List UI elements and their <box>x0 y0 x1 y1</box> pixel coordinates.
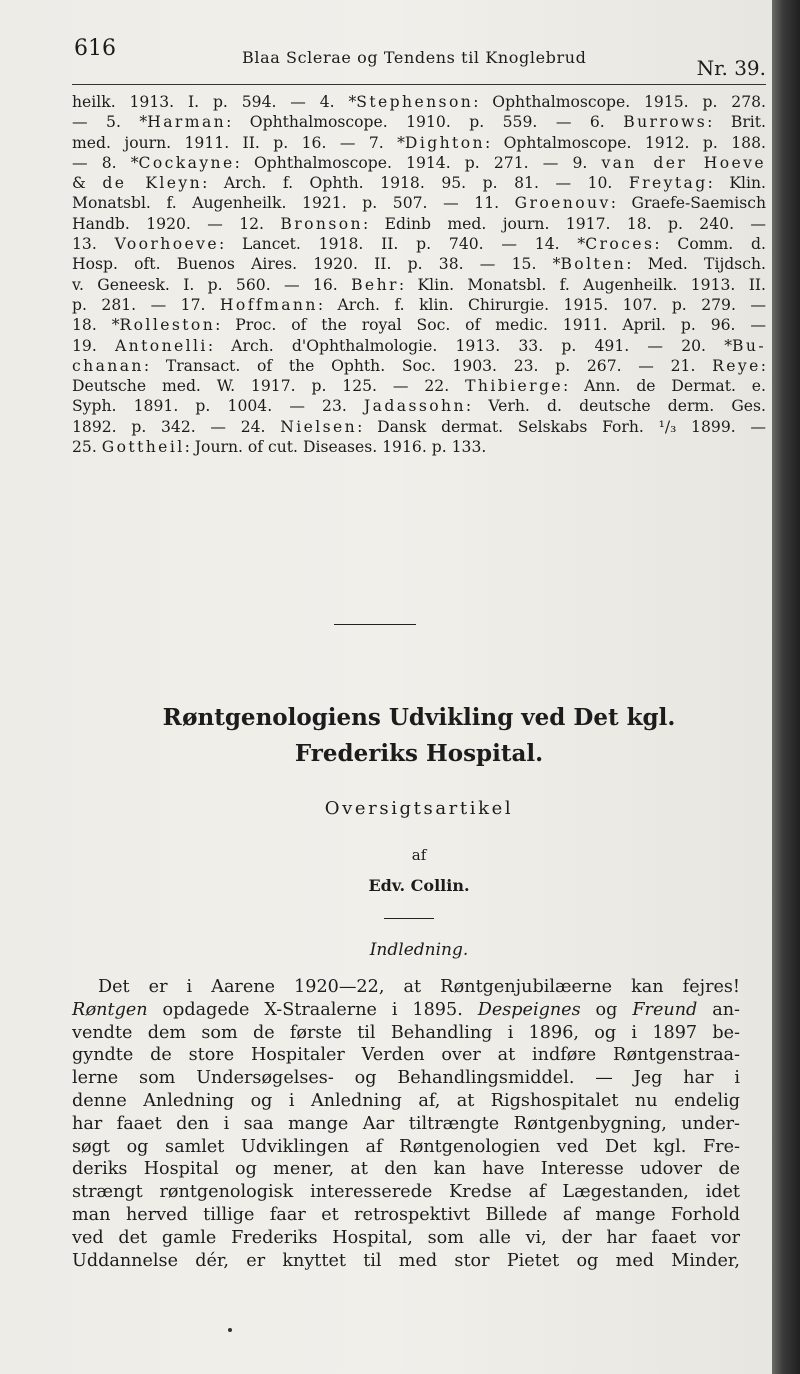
text-run: Hosp. oft. Buenos Aires. 1920. II. p. 38. — 15. * <box>72 255 561 274</box>
author-name: Stephenson <box>356 93 474 111</box>
author-name: van der Hoeve <box>601 153 767 172</box>
text-run: gyndte de store Hospitaler Verden over at indføre Røntgenstraa- <box>72 1045 740 1066</box>
author-name: Burrows <box>623 113 708 132</box>
body-line <box>72 1158 740 1181</box>
article-author: Edv. Collin. <box>368 876 470 895</box>
text-run: : Verh. d. deutsche derm. Ges. <box>465 397 766 416</box>
text-run: — 5. * <box>72 113 148 132</box>
reference-line <box>72 376 766 396</box>
reference-line <box>72 356 766 376</box>
reference-line <box>72 214 766 234</box>
text-run: Syph. 1891. p. 1004. — 23. <box>72 397 365 416</box>
text-run: : Lancet. 1918. II. p. 740. — 14. * <box>218 235 586 254</box>
text-run: Handb. 1920. — 12. <box>72 214 281 233</box>
text-run: vendte dem som de første til Behandling i 1896, og i 1897 be- <box>72 1022 740 1043</box>
text-run: : Edinb med. journ. 1917. 18. p. 240. — <box>363 214 766 233</box>
text-run: : Comm. d. <box>654 235 766 254</box>
author-name: Voorhoeve <box>114 235 219 254</box>
text-run: Uddannelse dér, er knyttet til med stor Pietet og med Minder, <box>72 1250 740 1271</box>
reference-line <box>72 396 766 416</box>
reference-line <box>72 133 766 153</box>
author-divider <box>384 918 434 919</box>
author-name: Gottheil <box>101 438 185 457</box>
reference-line <box>72 254 766 274</box>
emphasis-text: Despeignes <box>477 999 581 1020</box>
author-name: Rolleston <box>119 316 216 335</box>
text-run: har faaet den i saa mange Aar tiltrængte Røntgenbygning, under- <box>72 1113 740 1134</box>
text-run: ved det gamle Frederiks Hospital, som alle vi, der har faaet vor <box>72 1227 740 1248</box>
reference-line <box>72 193 766 213</box>
article-title-line: Frederiks Hospital. <box>294 740 544 767</box>
text-run: : Ophthalmoscope. 1915. p. 278. <box>473 93 766 111</box>
body-line <box>72 1044 740 1067</box>
reference-line <box>72 295 766 315</box>
body-line <box>72 999 740 1022</box>
text-run: 13. <box>72 235 115 254</box>
text-run: opdagede X-Straalerne i 1895. <box>147 999 478 1020</box>
body-line <box>72 1022 740 1045</box>
text-run: Deutsche med. W. 1917. p. 125. — 22. <box>72 377 466 396</box>
article-subtitle: Oversigtsartikel <box>324 798 514 819</box>
text-run: Det er i Aarene 1920—22, at Røntgenjubilæerne kan fejres! <box>98 977 740 997</box>
text-run: — 8. * <box>72 153 139 172</box>
text-run: : Ophthalmoscope. 1914. p. 271. — 9. <box>234 153 602 172</box>
text-run: Monatsbl. f. Augenheilk. 1921. p. 507. — 11. <box>72 194 515 213</box>
text-run: 18. * <box>72 316 120 335</box>
text-run: : Brit. <box>707 113 767 132</box>
author-name: Thibierge <box>465 377 563 396</box>
text-run: : <box>760 356 766 375</box>
author-name: Bu- <box>732 336 766 355</box>
text-run: 19. <box>72 336 116 355</box>
binding-shadow <box>772 0 800 1374</box>
emphasis-text: Freund <box>632 999 698 1020</box>
reference-line <box>72 437 766 457</box>
author-name: Harman <box>147 113 227 132</box>
text-run: : Arch. d'Ophthalmologie. 1913. 33. p. 491. — 20. * <box>207 336 733 355</box>
author-name: Freytag <box>628 174 708 193</box>
body-line <box>72 1181 740 1204</box>
text-run: og <box>580 999 633 1020</box>
text-run: : Journ. of cut. Diseases. 1916. p. 133. <box>184 438 487 457</box>
text-run: : Arch. f. klin. Chirurgie. 1915. 107. p. 279. — <box>317 295 766 314</box>
text-run: : Arch. f. Ophth. 1918. 95. p. 81. — 10. <box>202 174 629 193</box>
reference-line <box>72 275 766 295</box>
author-name: Reye <box>712 356 761 375</box>
text-run: søgt og samlet Udviklingen af Røntgenologien ved Det kgl. Fre- <box>72 1136 740 1157</box>
text-run: p. 281. — 17. <box>72 295 220 314</box>
body-line <box>72 1204 740 1227</box>
article-title <box>72 700 766 772</box>
page-number: 616 <box>74 36 116 61</box>
author-name: Hoffmann <box>219 295 318 314</box>
section-heading: Indledning. <box>369 940 469 960</box>
text-run: v. Geneesk. I. p. 560. — 16. <box>72 275 352 294</box>
author-name: Croces <box>585 235 655 254</box>
author-name: chanan <box>72 356 144 375</box>
text-run: strængt røntgenologisk interesserede Kredse af Lægestanden, idet <box>72 1182 740 1203</box>
page-mark <box>228 1328 232 1332</box>
reference-line <box>72 234 766 254</box>
text-run: an- <box>697 999 740 1020</box>
text-run: : Transact. of the Ophth. Soc. 1903. 23. p. 267. — 21. <box>143 356 713 375</box>
author-name: Nielsen <box>280 417 358 436</box>
reference-line <box>72 417 766 437</box>
author-name: Behr <box>351 275 399 294</box>
page-header <box>72 34 766 85</box>
reference-line <box>72 92 766 112</box>
reference-line <box>72 112 766 132</box>
body-line <box>72 1090 740 1113</box>
text-run: : Ann. de Dermat. e. <box>562 377 766 396</box>
author-name: Antonelli <box>115 336 208 355</box>
author-name: Bronson <box>280 214 363 233</box>
reference-line <box>72 336 766 356</box>
text-run: : Dansk dermat. Selskabs Forh. ¹/₃ 1899. — <box>357 417 766 436</box>
body-line <box>72 976 740 999</box>
author-name: Jadassohn <box>364 397 466 416</box>
reference-line <box>72 173 766 193</box>
issue-number: Nr. 39. <box>696 56 766 80</box>
reference-list <box>72 92 766 457</box>
text-run: man herved tillige faar et retrospektivt Billede af mange Forhold <box>72 1204 740 1225</box>
author-name: Cockayne <box>138 153 235 172</box>
text-run: : Graefe-Saemisch <box>610 194 766 213</box>
byline-af: af <box>411 846 427 864</box>
body-line <box>72 1250 740 1273</box>
emphasis-text: Røntgen <box>72 999 148 1020</box>
author-name: de Kleyn <box>102 174 203 193</box>
article-title-line: Røntgenologiens Udvikling ved Det kgl. <box>162 704 676 731</box>
text-run: lerne som Undersøgelses- og Behandlingsmiddel. — Jeg har i <box>72 1068 740 1089</box>
running-title: Blaa Sclerae og Tendens til Knoglebrud <box>242 48 587 67</box>
body-line <box>72 1067 740 1090</box>
section-divider <box>334 624 416 625</box>
reference-line <box>72 315 766 335</box>
article-body <box>72 976 740 1272</box>
text-run: : Klin. Monatsbl. f. Augenheilk. 1913. II. <box>398 275 766 294</box>
body-line <box>72 1227 740 1250</box>
text-run: denne Anledning og i Anledning af, at Rigshospitalet nu endelig <box>72 1090 740 1111</box>
text-run: 25. <box>72 438 102 457</box>
text-run: 1892. p. 342. — 24. <box>72 417 281 436</box>
body-line <box>72 1136 740 1159</box>
text-run: : Ophtalmoscope. 1912. p. 188. <box>484 133 766 152</box>
text-run: : Ophthalmoscope. 1910. p. 559. — 6. <box>226 113 624 132</box>
text-run: : Proc. of the royal Soc. of medic. 1911. April. p. 96. — <box>215 316 766 335</box>
text-run: med. journ. 1911. II. p. 16. — 7. * <box>72 133 405 152</box>
text-run: & <box>72 174 103 193</box>
author-name: Bolten <box>560 255 627 274</box>
text-run: heilk. 1913. I. p. 594. — 4. * <box>72 93 357 111</box>
author-name: Groenouv <box>514 194 611 213</box>
body-line <box>72 1113 740 1136</box>
text-run: : Klin. <box>707 174 767 193</box>
reference-line <box>72 153 766 173</box>
author-name: Dighton <box>404 133 485 152</box>
text-run: : Med. Tijdsch. <box>626 255 766 274</box>
text-run: deriks Hospital og mener, at den kan have Interesse udover de <box>72 1159 740 1180</box>
